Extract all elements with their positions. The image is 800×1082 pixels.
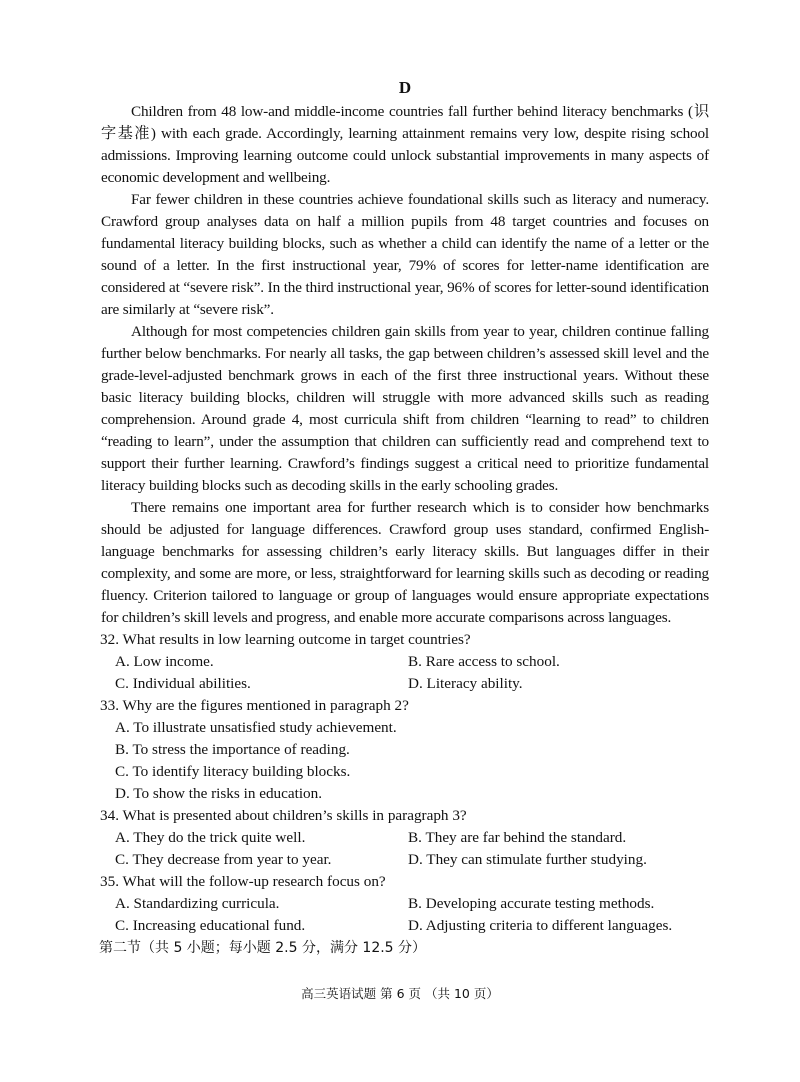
option-b: B. To stress the importance of reading. xyxy=(115,741,350,758)
question-32 xyxy=(100,629,709,695)
option-c: C. Increasing educational fund. xyxy=(115,917,306,934)
question-list xyxy=(100,629,709,937)
option-a: A. To illustrate unsatisfied study achievement. xyxy=(115,719,397,736)
question-35 xyxy=(100,871,709,937)
passage-paragraph-1: Children from 48 low-and middle-income countries fall further behind literacy benchmarks (识字基准) with each grade. Accordingly, learning attainment remains very low, despite rising school admissions. Improving learning outcome could unlock substantial improvements in many aspects of economic development and wellbeing. xyxy=(101,103,709,186)
option-d: D. To show the risks in education. xyxy=(115,785,323,802)
option-grid xyxy=(100,651,709,695)
option-c: C. Individual abilities. xyxy=(115,675,251,692)
option-c: C. To identify literacy building blocks. xyxy=(115,763,351,780)
question-stem: 33. Why are the figures mentioned in paragraph 2? xyxy=(100,697,409,714)
exam-page xyxy=(101,76,709,959)
question-34 xyxy=(100,805,709,871)
passage-paragraph-4: There remains one important area for further research which is to consider how benchmarks should be adjusted for language differences. Crawford group uses standard, confirmed English-language benchmarks for assessing children’s early literacy skills. But languages differ in their complexity, and some are more, or less, straightforward for learning skills such as decoding or reading fluency. Criterion tailored to language or group of languages would ensure appropriate expectations for children’s skill levels and progress, and enable more accurate comparisons across languages. xyxy=(101,499,709,626)
passage-paragraph-3: Although for most competencies children gain skills from year to year, children continue falling further below benchmarks. For nearly all tasks, the gap between children’s assessed skill level and the grade-level-adjusted benchmark grows in each of the first three instructional years. Without these basic literacy building blocks, children will struggle with more advanced skills such as reading comprehension. Around grade 4, most curricula shift from children “learning to read” to children “reading to learn”, under the assumption that children can sufficiently read and comprehend text to support their further learning. Crawford’s findings suggest a critical need to prioritize fundamental literacy building blocks such as decoding skills in the early schooling grades. xyxy=(101,323,709,494)
passage-paragraph-2: Far fewer children in these countries achieve foundational skills such as literacy and numeracy. Crawford group analyses data on half a million pupils from 48 target countries and focuses on fundamental literacy building blocks, such as whether a child can identify the name of a letter or the sound of a letter. In the first instructional year, 79% of scores for letter-name identification are considered at “severe risk”. In the third instructional year, 96% of scores for letter-sound identification are similarly at “severe risk”. xyxy=(101,191,709,318)
option-grid xyxy=(100,893,709,937)
option-d: D. Literacy ability. xyxy=(408,675,523,692)
section-header: 第二节（共 5 小题；每小题 2.5 分，满分 12.5 分） xyxy=(99,940,427,956)
page-footer: 高三英语试题 第 6 页 （共 10 页） xyxy=(301,986,499,1001)
question-stem: 35. What will the follow-up research focus on? xyxy=(100,873,386,890)
question-stem: 32. What results in low learning outcome in target countries? xyxy=(100,631,471,648)
option-d: D. They can stimulate further studying. xyxy=(408,851,647,868)
option-b: B. Rare access to school. xyxy=(408,653,560,670)
option-a: A. Low income. xyxy=(115,653,214,670)
option-b: B. Developing accurate testing methods. xyxy=(408,895,655,912)
passage-title: D xyxy=(398,78,412,97)
option-d: D. Adjusting criteria to different languages. xyxy=(408,917,673,934)
question-stem: 34. What is presented about children’s skills in paragraph 3? xyxy=(100,807,467,824)
option-b: B. They are far behind the standard. xyxy=(408,829,627,846)
question-33 xyxy=(100,695,709,805)
option-a: A. They do the trick quite well. xyxy=(115,829,306,846)
option-c: C. They decrease from year to year. xyxy=(115,851,332,868)
option-list xyxy=(100,717,709,805)
option-grid xyxy=(100,827,709,871)
option-a: A. Standardizing curricula. xyxy=(115,895,280,912)
